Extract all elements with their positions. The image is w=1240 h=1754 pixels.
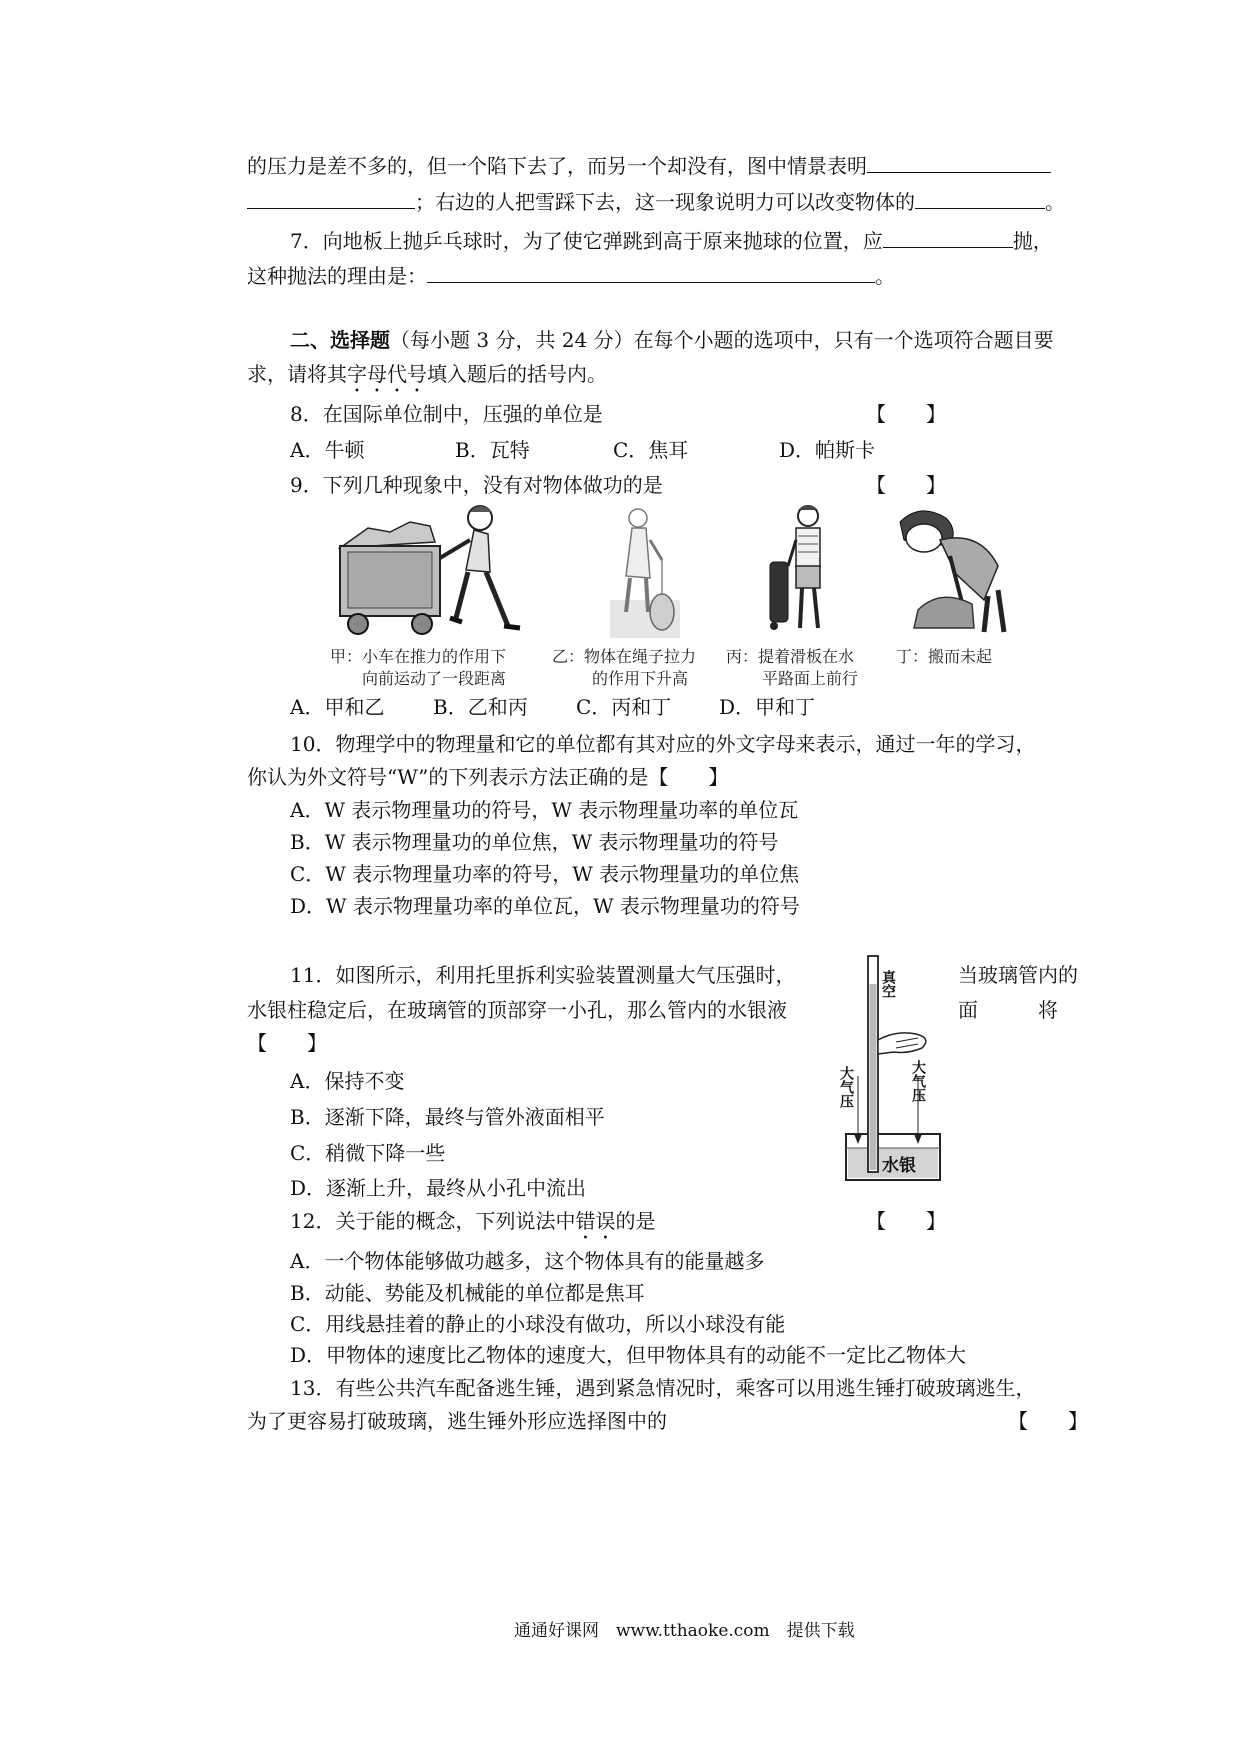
q9-options: [290, 694, 815, 720]
q9-caption-jia: 甲：小车在推力的作用下 向前运动了一段距离: [330, 647, 507, 688]
section-2-title: 二、选择题: [290, 328, 390, 352]
atm-right-label: 大气压: [910, 1060, 926, 1102]
q10-option-a[interactable]: A．W 表示物理量功的符号，W 表示物理量功率的单位瓦: [290, 798, 799, 822]
q11-line1-a: 11．如图所示，利用托里拆利实验装置测量大气压强时，: [290, 963, 796, 987]
answer-blank[interactable]: [883, 227, 1013, 248]
q8-options: [290, 437, 875, 463]
q11-line1-b: 当玻璃管内的: [958, 963, 1078, 987]
q9-figure-lift-fail: [880, 500, 1020, 640]
answer-blank[interactable]: [867, 152, 1051, 173]
option-d[interactable]: D．甲和丁: [719, 695, 816, 719]
q9-caption-yi: 乙：物体在绳子拉力 的作用下升高: [552, 647, 697, 688]
q9-stem: 9．下列几种现象中，没有对物体做功的是: [290, 473, 663, 497]
section-2-desc: 求，请将其字母代号填入题后的括号内。: [247, 362, 607, 386]
option-c[interactable]: C．丙和丁: [576, 695, 672, 719]
q12-option-a[interactable]: A．一个物体能够做功越多，这个物体具有的能量越多: [290, 1249, 765, 1273]
q12-option-d[interactable]: D．甲物体的速度比乙物体的速度大，但甲物体具有的动能不一定比乙物体大: [290, 1343, 967, 1367]
q8-stem: 8．在国际单位制中，压强的单位是: [290, 402, 603, 426]
q13-line2: 为了更容易打破玻璃，逃生锤外形应选择图中的: [247, 1409, 667, 1433]
answer-blank[interactable]: [247, 188, 415, 209]
q12-option-c[interactable]: C．用线悬挂着的静止的小球没有做功，所以小球没有能: [290, 1312, 786, 1336]
q11-line2-a: 水银柱稳定后，在玻璃管的顶部穿一小孔，那么管内的水银液: [247, 998, 787, 1022]
q8-bracket[interactable]: 【 】: [866, 402, 946, 426]
option-b[interactable]: B．乙和丙: [433, 695, 528, 719]
q13-line1: 13．有些公共汽车配备逃生锤，遇到紧急情况时，乘客可以用逃生锤打破玻璃逃生，: [290, 1376, 1036, 1400]
option-a[interactable]: A．牛顿: [290, 438, 365, 462]
q11-option-d[interactable]: D．逐渐上升，最终从小孔中流出: [290, 1176, 587, 1200]
q10-line2: 你认为外文符号“W”的下列表示方法正确的是【 】: [247, 765, 729, 789]
q9-figure-skateboard: [760, 500, 850, 640]
q12-stem: 12．关于能的概念，下列说法中错误的是: [290, 1209, 656, 1233]
q11-option-c[interactable]: C．稍微下降一些: [290, 1141, 446, 1165]
option-a[interactable]: A．甲和乙: [290, 695, 385, 719]
section-2-header: 二、选择题（每小题 3 分，共 24 分）在每个小题的选项中，只有一个选项符合题目要: [290, 328, 1054, 352]
q7-line2: 这种抛法的理由是： 。: [247, 264, 895, 288]
q13-bracket[interactable]: 【 】: [1008, 1409, 1088, 1433]
q10-option-b[interactable]: B．W 表示物理量功的单位焦，W 表示物理量功的符号: [290, 830, 779, 854]
answer-blank[interactable]: [915, 188, 1045, 209]
answer-blank[interactable]: [427, 262, 875, 283]
q12-bracket[interactable]: 【 】: [866, 1209, 946, 1233]
q6-line1: 的压力是差不多的，但一个陷下去了，而另一个却没有，图中情景表明: [247, 152, 1051, 179]
q7-line1: 7．向地板上抛乒乓球时，为了使它弹跳到高于原来抛球的位置，应 抛，: [290, 229, 1053, 253]
q11-bracket[interactable]: 【 】: [247, 1031, 327, 1055]
q9-figure-cart: [330, 500, 530, 640]
q11-option-a[interactable]: A．保持不变: [290, 1069, 405, 1093]
q9-figure-lift: [600, 500, 690, 640]
q12-option-b[interactable]: B．动能、势能及机械能的单位都是焦耳: [290, 1281, 645, 1305]
torricelli-apparatus-figure: [838, 948, 948, 1188]
q9-bracket[interactable]: 【 】: [866, 473, 946, 497]
q11-line2-b: 面 将: [958, 998, 1058, 1022]
mercury-label: 水银: [882, 1156, 916, 1176]
vacuum-label: 真空: [880, 970, 896, 998]
q10-option-d[interactable]: D．W 表示物理量功率的单位瓦，W 表示物理量功的符号: [290, 894, 800, 918]
q9-caption-ding: 丁：搬而未起: [896, 647, 993, 666]
option-d[interactable]: D．帕斯卡: [779, 438, 876, 462]
q11-option-b[interactable]: B．逐渐下降，最终与管外液面相平: [290, 1105, 605, 1129]
q10-line1: 10．物理学中的物理量和它的单位都有其对应的外文字母来表示，通过一年的学习，: [290, 732, 1036, 756]
page-footer: 通通好课网 www.tthaoke.com 提供下载: [514, 1621, 855, 1641]
option-c[interactable]: C．焦耳: [613, 438, 689, 462]
q6-line2: ；右边的人把雪踩下去，这一现象说明力可以改变物体的 。: [247, 188, 1065, 215]
atm-left-label: 大气压: [838, 1066, 854, 1108]
q10-option-c[interactable]: C．W 表示物理量功率的符号，W 表示物理量功的单位焦: [290, 862, 800, 886]
option-b[interactable]: B．瓦特: [455, 438, 530, 462]
q9-caption-bing: 丙：提着滑板在水 平路面上前行: [726, 647, 859, 688]
